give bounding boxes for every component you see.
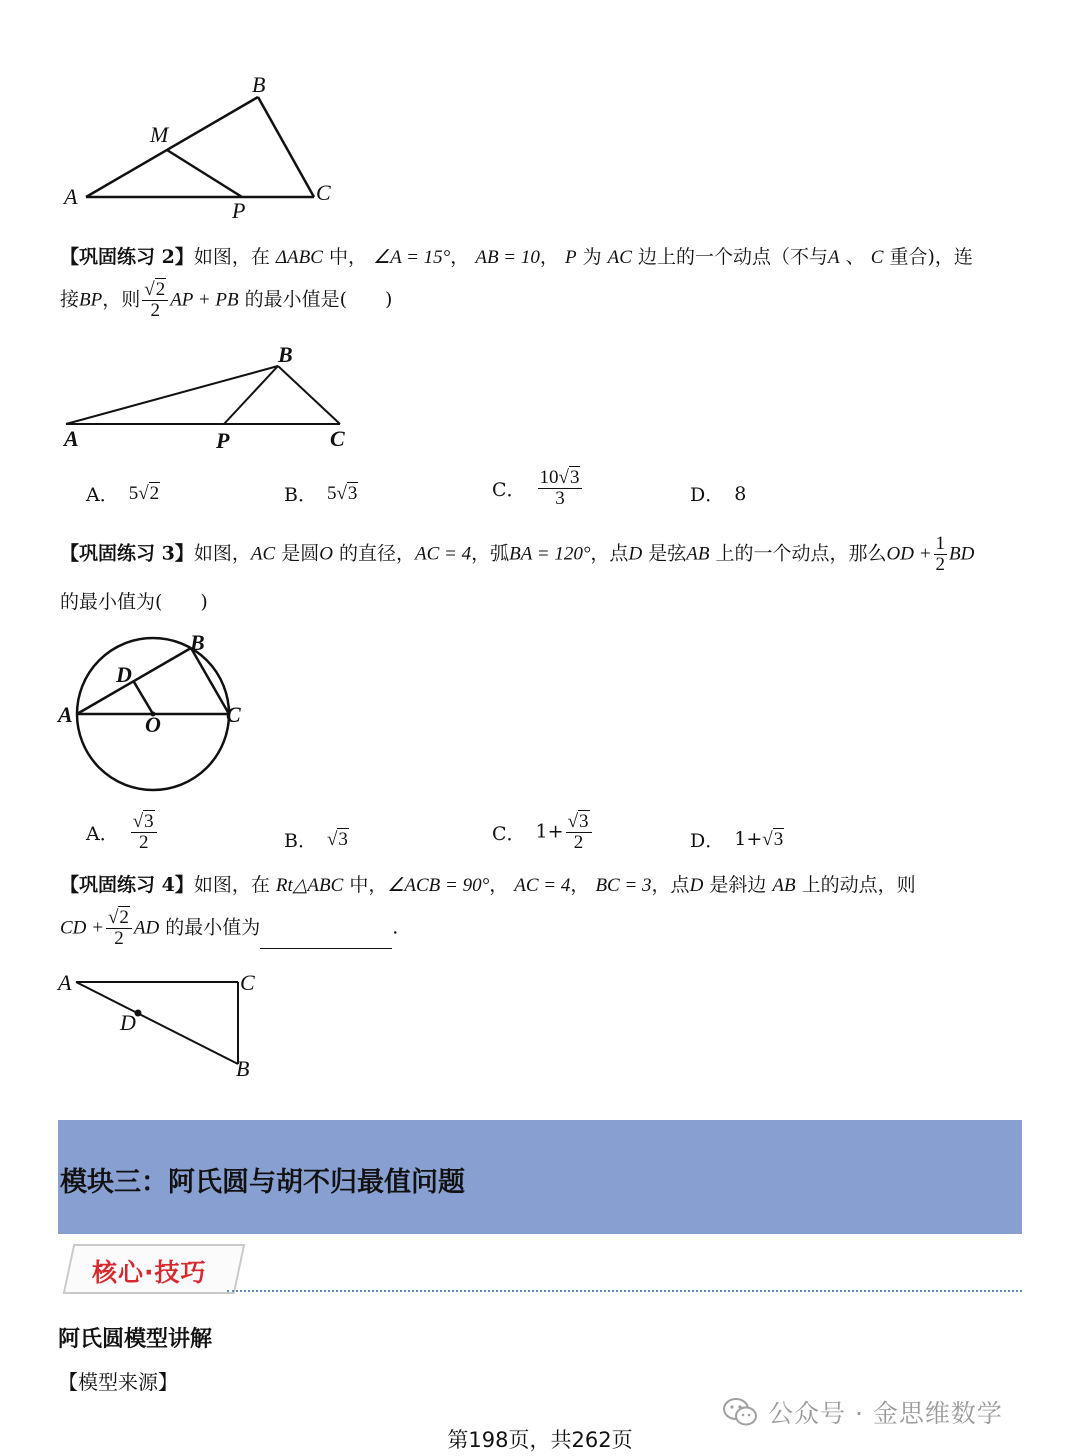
coefficient: 10 <box>539 467 559 488</box>
label-d: D <box>116 662 132 687</box>
denominator: 2 <box>150 300 160 321</box>
math: O <box>319 543 333 565</box>
math: A <box>828 247 840 268</box>
label-a: A <box>64 184 78 209</box>
option-label: B． <box>284 830 317 852</box>
option-label: C． <box>492 479 526 501</box>
math: BD <box>949 543 975 565</box>
section-title: 阿氏圆模型讲解 <box>58 1327 213 1352</box>
fraction: $\frac{√2}{2}$ <box>142 280 168 321</box>
option-label: B． <box>284 484 317 506</box>
option-value: 5√3 <box>326 482 358 504</box>
math: AC = 4 <box>514 875 571 896</box>
text: ， <box>489 874 509 896</box>
coefficient: 5 <box>128 482 139 504</box>
circle-figure <box>56 630 256 800</box>
option-d[interactable]: D． 1+√3 <box>690 828 784 852</box>
fraction: $\frac{√2}{2}$ <box>106 908 132 949</box>
text: ， <box>570 874 590 896</box>
fraction: $\frac{√3}{2}$ <box>131 812 157 853</box>
text: 、 <box>845 246 865 268</box>
radicand: 3 <box>338 828 348 850</box>
exercise-3-line-1 <box>60 534 974 575</box>
text: ， <box>539 246 559 268</box>
math: ∠A = 15° <box>373 247 451 268</box>
radicand: 2 <box>149 482 160 504</box>
math: P <box>564 247 577 268</box>
label-c: C <box>316 180 331 205</box>
divider <box>227 1290 1022 1292</box>
label-c: C <box>240 970 255 995</box>
option-a[interactable] <box>86 480 160 507</box>
denominator: 2 <box>573 832 584 853</box>
option-label: D． <box>690 830 725 852</box>
label-o: O <box>145 712 161 737</box>
text: ，点 <box>651 874 690 896</box>
math: C <box>870 247 884 268</box>
text: 为 <box>582 246 602 268</box>
section-subtitle: 【模型来源】 <box>58 1370 178 1394</box>
text: 的最小值为( ) <box>60 591 208 613</box>
text: ，则 <box>102 288 141 311</box>
radicand: 3 <box>144 811 154 832</box>
fraction <box>934 534 948 575</box>
answer-blank[interactable] <box>260 928 392 949</box>
label-a: A <box>64 426 79 451</box>
module-title: 模块三：阿氏圆与胡不归最值问题 <box>60 1167 465 1198</box>
text: 是斜边 <box>709 874 767 896</box>
exercise-4-tag: 【巩固练习 4】 <box>60 874 194 896</box>
radicand: 2 <box>119 907 129 928</box>
label-b: B <box>252 72 266 97</box>
text: 中， <box>349 874 388 896</box>
exercise-3-line-2 <box>60 589 208 615</box>
text: 中， <box>329 246 368 268</box>
math: AC <box>250 543 276 565</box>
option-value: √3 <box>326 828 348 850</box>
math: AB = 10 <box>475 247 540 268</box>
math: AC <box>607 247 632 268</box>
text: 的直径， <box>338 542 415 565</box>
right-triangle-figure <box>56 966 276 1086</box>
label-p: P <box>216 428 230 453</box>
numerator: 1 <box>935 533 946 554</box>
math: AB <box>772 875 796 896</box>
math: BP <box>79 289 103 311</box>
math: AC = 4 <box>415 543 472 565</box>
math: Rt△ABC <box>275 875 344 896</box>
label-c: C <box>226 702 241 727</box>
math: D <box>689 875 704 896</box>
prefix: 1+ <box>734 828 763 850</box>
math: AP + PB <box>170 289 239 311</box>
label-b: B <box>190 630 205 655</box>
skill-tag-text: 核心·技巧 <box>92 1258 207 1287</box>
text: . <box>392 916 399 939</box>
fraction: $\frac{√3}{2}$ <box>566 812 592 853</box>
watermark-text: 公众号 · 金思维数学 <box>768 1399 1003 1428</box>
math: D <box>628 543 643 565</box>
fraction: $\frac{10√3}{3}$ <box>538 468 583 509</box>
text: 上的一个动点，那么 <box>715 542 887 565</box>
math: CD + <box>60 917 104 939</box>
prefix: 1+ <box>535 820 564 843</box>
text: 如图， <box>193 542 251 565</box>
text: ，点 <box>590 542 629 565</box>
option-b[interactable] <box>284 480 358 507</box>
label-p: P <box>232 198 246 223</box>
label-a: A <box>58 702 73 727</box>
label-a: A <box>58 970 72 995</box>
text: 的最小值为 <box>165 916 261 939</box>
option-label: A． <box>86 823 119 845</box>
option-d[interactable] <box>690 480 746 507</box>
triangle-apc-figure <box>60 340 360 460</box>
math: ∠ACB = 90° <box>387 875 490 896</box>
denominator: 2 <box>114 928 124 949</box>
radicand: 3 <box>579 811 589 832</box>
radicand: 3 <box>347 482 358 504</box>
label-d: D <box>120 1010 136 1035</box>
text: ，弧 <box>471 542 510 565</box>
coefficient: 5 <box>326 482 337 504</box>
math: AD <box>133 917 160 939</box>
text: 是弦 <box>648 542 687 565</box>
math: AB <box>686 543 710 565</box>
option-label: D． <box>690 484 725 506</box>
skill-tag <box>62 1244 1022 1294</box>
text: ， <box>450 246 470 268</box>
math: BA = 120° <box>509 543 591 565</box>
radicand: 3 <box>773 829 784 850</box>
option-value: 5√2 <box>128 482 160 504</box>
radicand: 3 <box>569 467 580 488</box>
math: OD + <box>886 543 932 565</box>
page-number: 第198页，共262页 <box>447 1428 633 1452</box>
text: 如图，在 <box>193 246 270 268</box>
text: 重合)，连 <box>889 246 973 268</box>
text: 上的动点，则 <box>801 874 916 896</box>
label-b: B <box>278 342 293 367</box>
label-m: M <box>150 122 169 147</box>
label-c: C <box>330 426 345 451</box>
label-b: B <box>236 1056 250 1081</box>
exercise-4-line-1 <box>60 872 916 899</box>
radicand: 2 <box>155 279 166 300</box>
exercise-2-line-1 <box>60 244 973 271</box>
denominator: 3 <box>555 488 565 509</box>
wechat-icon <box>722 1397 758 1427</box>
math: BC = 3 <box>595 875 652 896</box>
text: 如图，在 <box>193 874 270 896</box>
exercise-2-tag: 【巩固练习 2】 <box>60 246 194 268</box>
text: 是圆 <box>281 542 320 565</box>
option-label: A． <box>86 484 119 506</box>
option-b[interactable] <box>284 826 349 853</box>
option-label: C． <box>492 823 526 845</box>
exercise-2-line-2 <box>60 280 392 321</box>
exercise-3-tag: 【巩固练习 3】 <box>60 542 194 565</box>
text: 边上的一个动点（不与 <box>638 246 829 268</box>
denominator: 2 <box>935 554 946 575</box>
denominator: 2 <box>138 832 149 853</box>
text: 接 <box>60 288 80 311</box>
option-c[interactable] <box>492 812 594 853</box>
triangle-amp-figure <box>60 70 350 230</box>
option-c[interactable] <box>492 468 584 509</box>
option-value: 8 <box>734 482 747 505</box>
exercise-4-line-2 <box>60 908 398 949</box>
math: ΔABC <box>275 247 323 268</box>
text: 的最小值是( ) <box>244 288 393 311</box>
option-a[interactable] <box>86 812 159 853</box>
